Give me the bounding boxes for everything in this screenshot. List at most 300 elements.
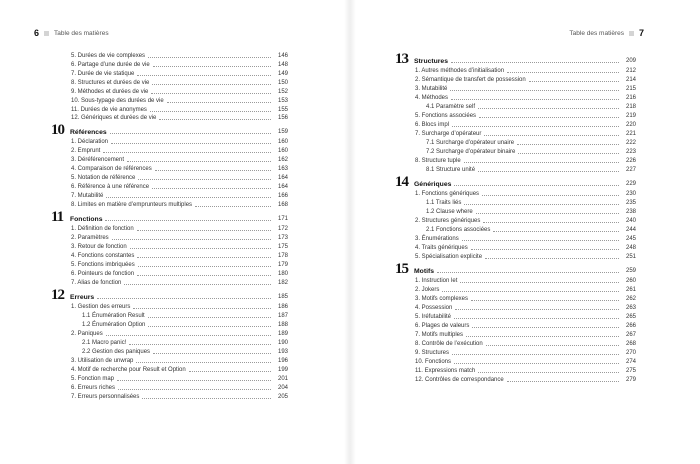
chapter-title: Motifs [414,267,435,275]
dot-leader [189,371,271,372]
entry-page: 235 [625,199,636,206]
entry-label: 8. Structure tuple [415,157,461,164]
toc-entry[interactable] [58,105,288,114]
entry-page: 168 [277,202,288,209]
entry-page: 212 [625,67,636,74]
toc-entry[interactable] [58,366,288,375]
entry-page: 267 [625,331,636,338]
dot-leader [479,117,619,118]
toc-entry[interactable] [402,303,636,312]
toc-entry[interactable] [402,366,636,375]
entry-label: 11. Expressions match [415,367,476,374]
entry-label: 7. Durée de vie statique [71,70,135,77]
toc-entry[interactable] [402,348,636,357]
toc-entry[interactable] [58,261,288,270]
dot-leader [482,195,619,196]
chapter-page: 171 [277,216,288,223]
chapter-page: 229 [625,180,636,187]
dot-leader [442,291,619,292]
dot-leader [133,308,271,309]
toc-entry[interactable] [58,78,288,87]
chapter-number: 13 [395,51,408,67]
entry-page: 219 [625,112,636,119]
dot-leader [103,152,271,153]
entry-label: 2.1 Macro panic! [82,340,127,347]
toc-entry[interactable] [58,348,288,357]
entry-page: 146 [277,52,288,59]
entry-label: 12. Génériques et durées de vie [71,115,157,122]
entry-page: 240 [625,217,636,224]
toc-entry[interactable] [58,201,288,210]
entry-label: 2. Jokers [415,286,440,293]
toc-entry[interactable] [402,330,636,339]
dot-leader [518,153,619,154]
toc-entry[interactable] [58,69,288,78]
entry-page: 238 [625,208,636,215]
entry-page: 189 [277,331,288,338]
chapter-number: 12 [51,287,64,304]
dot-leader [118,389,271,390]
chapter-title: Génériques [414,180,452,188]
toc-entry[interactable] [402,243,636,252]
chapter-heading[interactable] [395,173,636,190]
chapter-heading[interactable] [51,287,288,304]
entry-label: 8. Contrôle de l’exécution [415,340,483,347]
toc-entry[interactable] [58,392,288,401]
toc-entry[interactable] [58,339,288,348]
toc-entry[interactable] [58,321,288,330]
toc-entry[interactable] [402,234,636,243]
toc-entry[interactable] [402,375,636,384]
dot-leader [106,335,271,336]
entry-label: 6. Pointeurs de fonction [71,271,135,278]
entry-label: 1. Définition de fonction [71,226,134,233]
toc-entry[interactable] [58,330,288,339]
dot-leader [471,249,619,250]
toc-entry[interactable] [58,183,288,192]
dot-leader [153,66,271,67]
entry-label: 1. Instruction let [415,277,458,284]
toc-entry[interactable] [58,234,288,243]
toc-entry[interactable] [402,66,636,75]
entry-label: 2.2 Gestion des paniques [82,349,151,356]
dot-leader [137,230,271,231]
entry-page: 160 [277,148,288,155]
entry-page: 199 [277,367,288,374]
dot-leader [117,380,271,381]
entry-label: 2.1 Fonctions associées [426,226,491,233]
entry-page: 274 [625,358,636,365]
entry-label: 5. Fonction map [71,376,115,383]
right-toc [395,51,636,384]
entry-page: 201 [277,376,288,383]
entry-page: 188 [277,322,288,329]
entry-page: 226 [625,157,636,164]
entry-page: 155 [277,106,288,113]
dot-leader [148,326,271,327]
toc-entry[interactable] [402,75,636,84]
toc-entry[interactable] [58,375,288,384]
entry-page: 148 [277,61,288,68]
dot-leader [451,62,619,63]
entry-page: 262 [625,295,636,302]
dot-leader [137,275,271,276]
entry-page: 244 [625,226,636,233]
toc-entry[interactable] [58,138,288,147]
entry-page: 179 [277,262,288,269]
toc-entry[interactable] [402,93,636,102]
entry-label: 6. Référence à une référence [71,184,150,191]
chapter-page: 185 [277,294,288,301]
entry-label: 3. Énumérations [415,235,459,242]
entry-label: 1.1 Énumération Result [82,313,145,320]
toc-entry[interactable] [402,198,636,207]
entry-label: 4. Motif de recherche pour Result et Option [71,367,186,374]
left-running-head [34,27,109,39]
entry-page: 260 [625,277,636,284]
book-gutter [344,0,356,464]
entry-page: 152 [277,88,288,95]
entry-label: 2. Structures génériques [415,217,481,224]
dot-leader [507,381,619,382]
entry-page: 196 [277,358,288,365]
toc-entry[interactable] [58,225,288,234]
toc-entry[interactable] [402,111,636,120]
entry-label: 6. Erreurs riches [71,385,116,392]
toc-entry[interactable] [58,174,288,183]
toc-entry[interactable] [58,357,288,366]
entry-page: 173 [277,235,288,242]
dot-leader [483,222,619,223]
toc-entry[interactable] [402,102,636,111]
entry-page: 182 [277,280,288,287]
dot-leader [486,345,619,346]
entry-label: 5. Spécialisation explicite [415,253,483,260]
entry-label: 5. Fonctions imbriquées [71,262,135,269]
entry-page: 245 [625,235,636,242]
entry-page: 149 [277,70,288,77]
chapter-heading[interactable] [395,51,636,67]
entry-page: 180 [277,271,288,278]
dot-leader [529,81,619,82]
dot-leader [129,344,271,345]
left-page [0,0,340,464]
dot-leader [130,248,271,249]
entry-page: 220 [625,121,636,128]
entry-page: 251 [625,253,636,260]
toc-entry[interactable] [58,60,288,69]
toc-entry[interactable] [58,243,288,252]
entry-label: 1.2 Énumération Option [82,322,146,329]
entry-label: 1. Autres méthodes d’initialisation [415,67,505,74]
entry-label: 3. Utilisation de unwrap [71,358,134,365]
entry-label: 2. Emprunt [71,148,101,155]
dot-leader [124,284,271,285]
entry-label: 4.1 Paramètre self [426,103,476,110]
toc-entry[interactable] [402,357,636,366]
chapter-page: 209 [625,58,636,64]
dot-leader [155,170,271,171]
entry-page: 261 [625,286,636,293]
dot-leader [136,362,271,363]
dot-leader [455,309,619,310]
dot-leader [478,372,619,373]
entry-label: 1. Fonctions génériques [415,190,480,197]
entry-label: 8. Structures et durées de vie [71,79,150,86]
dot-leader [485,258,619,259]
entry-page: 190 [277,340,288,347]
entry-page: 266 [625,322,636,329]
left-toc [51,51,288,401]
dot-leader [464,162,619,163]
entry-label: 7. Surcharge d’opérateur [415,130,482,137]
toc-entry[interactable] [402,225,636,234]
toc-entry[interactable] [58,303,288,312]
dot-leader [167,102,271,103]
entry-label: 4. Possession [415,304,453,311]
chapter-number: 15 [395,260,408,277]
dot-leader [148,57,271,58]
entry-page: 222 [625,139,636,146]
entry-label: 2. Paramètres [71,235,109,242]
toc-entry[interactable] [402,120,636,129]
dot-leader [478,171,619,172]
dot-leader [460,282,619,283]
toc-entry[interactable] [58,156,288,165]
toc-entry[interactable] [402,252,636,261]
toc-entry[interactable] [402,207,636,216]
entry-page: 163 [277,166,288,173]
dot-leader [152,84,271,85]
entry-label: 3. Déréférencement [71,157,125,164]
dot-leader [466,336,619,337]
toc-entry[interactable] [402,84,636,93]
toc-entry[interactable] [402,321,636,330]
toc-entry[interactable] [58,312,288,321]
dot-leader [138,179,271,180]
toc-entry[interactable] [58,252,288,261]
entry-label: 8.1 Structure unité [426,166,476,173]
toc-entry[interactable] [402,165,636,174]
dot-leader [151,93,271,94]
toc-entry[interactable] [402,147,636,156]
entry-label: 6. Blocs impl [415,121,450,128]
entry-page: 221 [625,130,636,137]
dot-leader [452,354,619,355]
toc-entry[interactable] [402,276,636,285]
entry-page: 268 [625,340,636,347]
dot-leader [471,300,619,301]
left-chapters [51,122,288,401]
entry-page: 166 [277,193,288,200]
entry-label: 1.2 Clause where [426,208,473,215]
entry-label: 2. Sémantique de transfert de possession [415,76,526,83]
entry-label: 1.1 Traits liés [426,199,462,206]
entry-page: 150 [277,79,288,86]
entry-label: 7.1 Surcharge d’opérateur unaire [426,139,515,146]
entry-label: 11. Durées de vie anonymes [71,106,147,113]
dot-leader [454,363,619,364]
entry-page: 156 [277,115,288,122]
dot-leader [493,231,619,232]
toc-entry[interactable] [402,216,636,225]
dot-leader [484,135,619,136]
entry-label: 4. Méthodes [415,94,449,101]
chapter-page: 259 [625,267,636,274]
toc-entry[interactable] [402,312,636,321]
entry-page: 216 [625,94,636,101]
entry-label: 10. Fonctions [415,358,452,365]
square-ornament-icon [629,31,634,36]
toc-entry[interactable] [58,51,288,60]
entry-label: 7. Erreurs personnalisées [71,394,140,401]
entry-page: 205 [277,394,288,401]
dot-leader [97,298,271,299]
entry-page: 153 [277,97,288,104]
dot-leader [517,144,619,145]
dot-leader [159,119,271,120]
toc-entry[interactable] [58,87,288,96]
entry-label: 3. Retour de fonction [71,244,127,251]
entry-label: 9. Méthodes et durées de vie [71,88,149,95]
entry-page: 178 [277,253,288,260]
entry-label: 8. Limites en matière d’emprunteurs multiples [71,202,193,209]
entry-page: 227 [625,166,636,173]
entry-label: 10. Sous-typage des durées de vie [71,97,164,104]
entry-page: 204 [277,385,288,392]
entry-label: 6. Plages de valeurs [415,322,470,329]
chapter-number: 14 [395,173,408,190]
entry-page: 175 [277,244,288,251]
dot-leader [452,126,619,127]
entry-page: 279 [625,376,636,383]
entry-label: 5. Notation de référence [71,175,136,182]
dot-leader [451,99,619,100]
toc-entry[interactable] [402,138,636,147]
entry-label: 2. Paniques [71,331,103,338]
entry-label: 3. Motifs complexes [415,295,469,302]
dot-leader [462,240,619,241]
dot-leader [142,398,271,399]
entry-page: 214 [625,76,636,83]
entry-label: 3. Mutabilité [415,85,448,92]
dot-leader [110,133,271,134]
entry-label: 5. Iréfutabilité [415,313,452,320]
dot-leader [150,111,271,112]
toc-entry[interactable] [402,156,636,165]
dot-leader [112,239,271,240]
dot-leader [138,266,271,267]
toc-entry[interactable] [58,279,288,288]
toc-entry[interactable] [58,270,288,279]
entry-label: 9. Structures [415,349,450,356]
dot-leader [454,318,619,319]
entry-page: 275 [625,367,636,374]
entry-page: 164 [277,184,288,191]
dot-leader [454,185,619,186]
dot-leader [450,90,619,91]
left-page-number: 6 [34,28,40,38]
toc-entry[interactable] [58,192,288,201]
entry-label: 1. Déclaration [71,139,109,146]
dot-leader [106,197,271,198]
entry-label: 4. Fonctions constantes [71,253,135,260]
chapter-title: Références [70,129,107,137]
dot-leader [111,143,271,144]
toc-entry[interactable] [402,285,636,294]
toc-entry[interactable] [58,147,288,156]
toc-entry[interactable] [58,96,288,105]
entry-page: 186 [277,304,288,311]
entry-page: 265 [625,313,636,320]
square-ornament-icon [44,31,49,36]
right-running-head [569,27,644,39]
entry-page: 193 [277,349,288,356]
dot-leader [437,272,619,273]
right-page [360,0,700,464]
chapter-heading[interactable] [395,260,636,277]
entry-page: 215 [625,85,636,92]
left-running-title: Table des matières [54,29,109,37]
dot-leader [137,257,271,258]
entry-label: 12. Contrôles de correspondance [415,376,504,383]
entry-page: 223 [625,148,636,155]
dot-leader [148,317,271,318]
entry-label: 7. Mutabilité [71,193,104,200]
entry-label: 5. Fonctions associées [415,112,477,119]
dot-leader [507,72,619,73]
entry-page: 270 [625,349,636,356]
chapter-heading[interactable] [51,209,288,226]
toc-entry[interactable] [402,339,636,348]
toc-entry[interactable] [402,294,636,303]
entry-label: 1. Gestion des erreurs [71,304,131,311]
entry-label: 5. Durées de vie complexes [71,52,146,59]
entry-label: 6. Partage d’une durée de vie [71,61,150,68]
chapter-heading[interactable] [51,122,288,139]
entry-page: 218 [625,103,636,110]
dot-leader [137,75,271,76]
dot-leader [464,204,619,205]
entry-page: 172 [277,226,288,233]
entry-label: 7. Alias de fonction [71,280,122,287]
toc-entry[interactable] [402,189,636,198]
right-page-number: 7 [638,28,644,38]
chapter-title: Erreurs [70,294,95,302]
toc-entry[interactable] [402,129,636,138]
toc-entry[interactable] [58,165,288,174]
entry-page: 248 [625,244,636,251]
dot-leader [105,220,271,221]
entry-label: 7.2 Surcharge d’opérateur binaire [426,148,516,155]
entry-page: 164 [277,175,288,182]
toc-entry[interactable] [58,114,288,123]
entry-page: 263 [625,304,636,311]
dot-leader [153,353,271,354]
chapter-number: 11 [51,209,64,226]
entry-label: 7. Motifs multiples [415,331,464,338]
dot-leader [476,213,619,214]
chapter-title: Structures [414,58,448,65]
dot-leader [195,206,271,207]
chapter-title: Fonctions [70,216,103,224]
entry-label: 4. Comparaison de références [71,166,152,173]
toc-entry[interactable] [58,384,288,393]
entry-page: 162 [277,157,288,164]
right-running-title: Table des matières [569,29,624,37]
chapter-page: 159 [277,129,288,136]
dot-leader [127,161,271,162]
